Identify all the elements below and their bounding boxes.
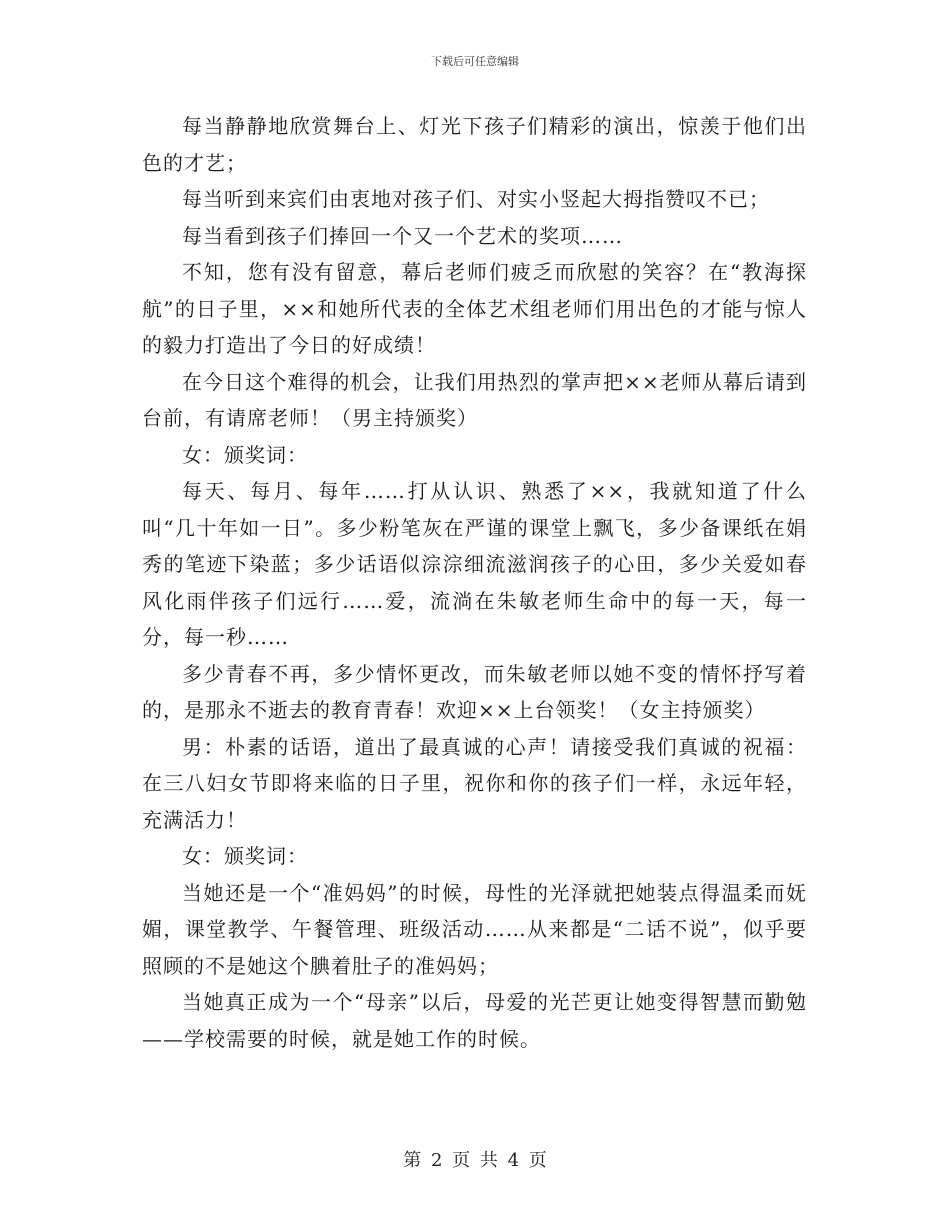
paragraph: 男：朴素的话语，道出了最真诚的心声！请接受我们真诚的祝福：在三八妇女节即将来临的日子里，祝你和你的孩子们一样，永远年轻，充满活力！ bbox=[142, 734, 807, 832]
paragraph: 女：颁奖词： bbox=[182, 442, 308, 467]
paragraph: 每当静静地欣赏舞台上、灯光下孩子们精彩的演出，惊羡于他们出色的才艺； bbox=[142, 114, 807, 175]
paragraph: 在今日这个难得的机会，让我们用热烈的掌声把××老师从幕后请到台前，有请席老师！（男主持颁奖） bbox=[142, 369, 807, 430]
paragraph: 当她还是一个“准妈妈”的时候，母性的光泽就把她装点得温柔而妩媚，课堂教学、午餐管理、班级活动……从来都是“二话不说”，似乎要照顾的不是她这个腆着肚子的准妈妈； bbox=[142, 880, 807, 978]
paragraph: 每当看到孩子们捧回一个又一个艺术的奖项…… bbox=[182, 223, 623, 248]
document-body bbox=[142, 108, 807, 1057]
page-number-footer: 第 2 页 共 4 页 bbox=[403, 1150, 547, 1171]
paragraph: 每当听到来宾们由衷地对孩子们、对实小竖起大拇指赞叹不已； bbox=[182, 187, 770, 211]
paragraph: 多少青春不再，多少情怀更改，而朱敏老师以她不变的情怀抒写着的，是那永不逝去的教育青春！欢迎××上台领奖！（女主持颁奖） bbox=[142, 661, 807, 722]
paragraph: 当她真正成为一个“母亲”以后，母爱的光芒更让她变得智慧而勤勉——学校需要的时候，就是她工作的时候。 bbox=[142, 990, 807, 1051]
paragraph: 每天、每月、每年……打从认识、熟悉了××，我就知道了什么叫“几十年如一日”。多少粉笔灰在严谨的课堂上飘飞，多少备课纸在娟秀的笔迹下染蓝；多少话语似淙淙细流滋润孩子的心田，多少关爱如春风化雨伴孩子们远行……爱，流淌在朱敏老师生命中的每一天，每一分，每一秒…… bbox=[142, 479, 807, 649]
paragraph: 不知，您有没有留意，幕后老师们疲乏而欣慰的笑容？在“教海探航”的日子里，××和她所代表的全体艺术组老师们用出色的才能与惊人的毅力打造出了今日的好成绩！ bbox=[142, 260, 807, 357]
page-header: 下载后可任意编辑 bbox=[431, 55, 519, 68]
paragraph: 女：颁奖词： bbox=[182, 844, 308, 868]
